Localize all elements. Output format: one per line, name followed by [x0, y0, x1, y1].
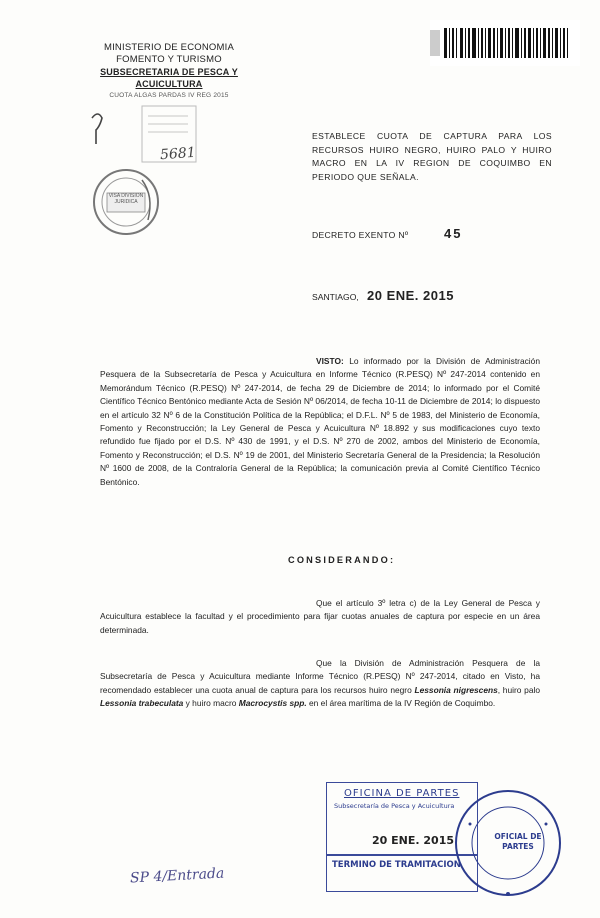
- stamp-date: 20 ENE. 2015: [372, 834, 454, 847]
- margin-handwriting-mark: [88, 108, 108, 148]
- round-seal-label: OFICIAL DE PARTES: [494, 832, 542, 851]
- species-lessonia-nigrescens: Lessonia nigrescens: [414, 684, 498, 695]
- decreto-number: 45: [444, 226, 463, 241]
- decree-date: 20 ENE. 2015: [367, 288, 454, 303]
- barcode: [430, 20, 580, 66]
- c2-text-c: y huiro macro: [183, 698, 239, 709]
- stamp-title: OFICINA DE PARTES: [344, 788, 460, 799]
- decreto-label: DECRETO EXENTO Nº: [312, 230, 409, 240]
- considerando-paragraph-2: [100, 657, 540, 711]
- c2-text-a: Que la División de Administración Pesquera de la Subsecretaría de Pesca y Acuicultura mediante Informe Técnico (R.PESQ) Nº 247-2014, citado en Visto, ha recomendado establecer una cuota anual de captura para los recursos huiro negro: [100, 658, 540, 695]
- stamp-footer: TERMINO DE TRAMITACION: [332, 860, 461, 870]
- seal-text: VISA DIVISION JURIDICA: [108, 193, 144, 205]
- oficina-de-partes-stamp: [326, 782, 572, 904]
- decree-title: ESTABLECE CUOTA DE CAPTURA PARA LOS RECURSOS HUIRO NEGRO, HUIRO PALO Y HUIRO MACRO EN LA IV REGION DE COQUIMBO EN PERIODO QUE SEÑALA.: [312, 131, 552, 182]
- considerando-paragraph-1: Que el artículo 3º letra c) de la Ley General de Pesca y Acuicultura establece la facultad y el procedimiento para fijar cuotas anuales de captura por especie en un área determinada.: [100, 598, 540, 635]
- species-macrocystis: Macrocystis spp.: [238, 698, 307, 709]
- header-subsecretaria: SUBSECRETARIA DE PESCA Y ACUICULTURA: [100, 67, 238, 89]
- handwritten-note: SP 4/Entrada: [129, 865, 225, 887]
- c2-text-b: , huiro palo: [497, 684, 540, 695]
- c2-text-d: en el área marítima de la IV Región de Coquimbo.: [306, 698, 496, 709]
- header-reference: CUOTA ALGAS PARDAS IV REG 2015: [109, 92, 229, 99]
- margin-stamp-number: 5681: [159, 144, 197, 164]
- ministry-header: [84, 42, 254, 102]
- visto-label: VISTO:: [316, 356, 344, 366]
- santiago-label: SANTIAGO,: [312, 292, 359, 302]
- species-lessonia-trabeculata: Lessonia trabeculata: [100, 698, 184, 709]
- considerando-heading: CONSIDERANDO:: [288, 555, 396, 565]
- stamp-subtitle: Subsecretaría de Pesca y Acuicultura: [334, 802, 455, 810]
- header-ministry: MINISTERIO DE ECONOMIA: [103, 42, 235, 53]
- header-fomento: FOMENTO Y TURISMO: [116, 54, 222, 65]
- visto-paragraph: [100, 355, 540, 489]
- visto-text: Lo informado por la División de Administración Pesquera de la Subsecretaría de Pesca y Acuicultura en Informe Técnico (R.PESQ) Nº 247-2014 contenido en Memorándum Técnico (R.PESQ) Nº 247-2014, de fecha 29 de Diciembre de 2014; lo informado por el Comité Científico Técnico Bentónico mediante Acta de Sesión Nº 06/2014, de fecha 10-11 de Diciembre de 2014; lo dispuesto en el artículo 32 Nº 6 de la Constitución Política de la República; el D.F.L. Nº 5 de 1983, del Ministerio de Economía, Fomento y Reconstrucción; la Ley General de Pesca y Acuicultura Nº 18.892 y sus modificaciones cuyo texto refundido fue fijado por el D.S. Nº 430 de 1991, y el D.S. Nº 270 de 2002, ambos del Ministerio de Economía, Fomento y Reconstrucción; el D.S. Nº 19 de 2001, del Ministerio Secretaría General de la Presidencia; la Resolución Nº 1600 de 2008, de la Contraloría General de la República; la comunicación previa al Comité Científico Técnico Bentónico.: [100, 356, 540, 487]
